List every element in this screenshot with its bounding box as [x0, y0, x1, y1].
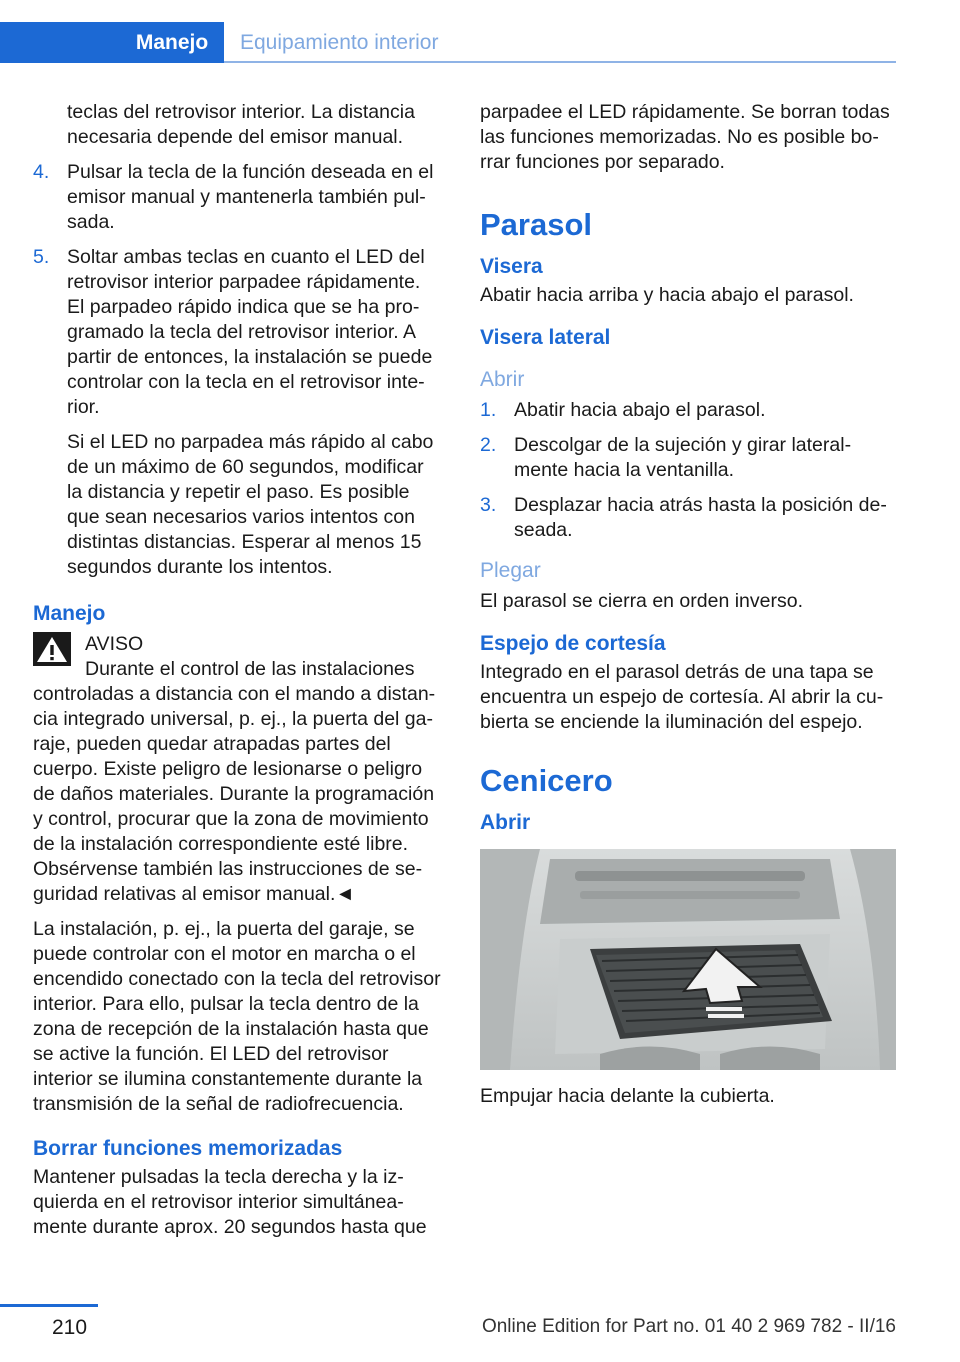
step-number: 2. [480, 434, 497, 456]
right-column [480, 100, 896, 1119]
manejo-heading: Manejo [33, 602, 106, 625]
visera-text: Abatir hacia arriba y hacia abajo el parasol. [480, 284, 854, 306]
page-number: 210 [52, 1316, 88, 1339]
ashtray-photo [480, 849, 896, 1070]
header-tab-manejo[interactable]: Manejo [120, 22, 224, 63]
edition-text: Online Edition for Part no. 01 40 2 969 782 - II/16 [481, 1316, 896, 1337]
warning-icon [33, 632, 71, 666]
borrar-text: Mantener pulsadas la tecla derecha y la izquierda en el retrovisor interior simultáneamente durante aprox. 20 segundos hasta que [33, 1166, 427, 1238]
borrar-heading: Borrar funciones memorizadas [33, 1137, 343, 1160]
ashtray-illustration [480, 849, 896, 1070]
visera-heading: Visera [480, 255, 543, 278]
step-5-note: Si el LED no parpadea más rápido al cabo de un máximo de 60 segundos, modificar la distancia y repetir el paso. Es posible que sean necesarios varios intentos con distintas distancias. Esperar al menos 15 segundos durante los intentos. [67, 431, 434, 578]
step-text: Soltar ambas teclas en cuanto el LED del retrovisor interior parpadee rápidamente. El parpadeo rápido indica que se ha programado la tecla del retrovisor interior. A partir de entonces, la instalación se puede controlar con la tecla en el retrovisor interior. [67, 246, 433, 418]
step-number: 3. [480, 494, 497, 516]
header-bar [0, 22, 120, 63]
abrir-heading: Abrir [480, 368, 525, 391]
espejo-text: Integrado en el parasol detrás de una tapa se encuentra un espejo de cortesía. Al abrir la cubierta se enciende la iluminación del espejo. [480, 661, 884, 733]
header-tab-equipamiento[interactable]: Equipamiento interior [240, 31, 439, 54]
continued-text: parpadee el LED rápidamente. Se borran todas las funciones memorizadas. No es posible borrar funciones por separado. [480, 101, 890, 173]
step-text: Abatir hacia abajo el parasol. [514, 399, 766, 421]
list-item [480, 493, 896, 543]
plegar-heading: Plegar [480, 559, 541, 582]
plegar-text: El parasol se cierra en orden inverso. [480, 590, 803, 612]
espejo-heading: Espejo de cortesía [480, 632, 666, 655]
step-text: Desplazar hacia atrás hasta la posición deseada. [514, 494, 887, 541]
step-4 [33, 160, 443, 235]
cenicero-heading: Cenicero [480, 763, 613, 798]
parasol-heading: Parasol [480, 207, 593, 242]
manejo-text: La instalación, p. ej., la puerta del garaje, se puede controlar con el motor en marcha o el encendido conectado con la tecla del retrovisor interior. Para ello, pulsar la tecla dentro de la zona de recepción de la instalación hasta que se active la función. El LED del retrovisor interior se ilumina constantemente durante la transmisión de la señal de radiofrecuencia. [33, 918, 441, 1115]
step-number: 1. [480, 399, 497, 421]
list-item [480, 433, 896, 483]
warning-first-line: Durante el control de las instalaciones [85, 658, 415, 680]
footer-rule [0, 1304, 98, 1307]
warning-title: AVISO [85, 633, 144, 655]
header-rule [224, 61, 896, 63]
list-item [480, 398, 896, 423]
step-5 [33, 245, 443, 420]
step-text: Descolgar de la sujeción y girar lateralmente hacia la ventanilla. [514, 434, 852, 481]
warning-block [33, 632, 443, 907]
left-column [33, 100, 443, 1250]
step-number: 4. [33, 161, 50, 183]
step-text: Pulsar la tecla de la función deseada en el emisor manual y mantenerla también pulsada. [67, 161, 434, 233]
continued-text: teclas del retrovisor interior. La distancia necesaria depende del emisor manual. [67, 101, 415, 148]
step-number: 5. [33, 246, 50, 268]
cenicero-abrir-heading: Abrir [480, 811, 531, 834]
warning-text: controladas a distancia con el mando a distancia integrado universal, p. ej., la puerta del garaje, pueden quedar atrapadas partes del cuerpo. Existe peligro de lesionarse o peligro de daños materiales. Durante la programación y control, procurar que la zona de movimiento de la instalación correspondiente esté libre. Obsérvense también las instrucciones de seguridad relativas al emisor manual.◄ [33, 683, 436, 905]
photo-caption: Empujar hacia delante la cubierta. [480, 1085, 775, 1107]
visera-lateral-heading: Visera lateral [480, 326, 611, 349]
